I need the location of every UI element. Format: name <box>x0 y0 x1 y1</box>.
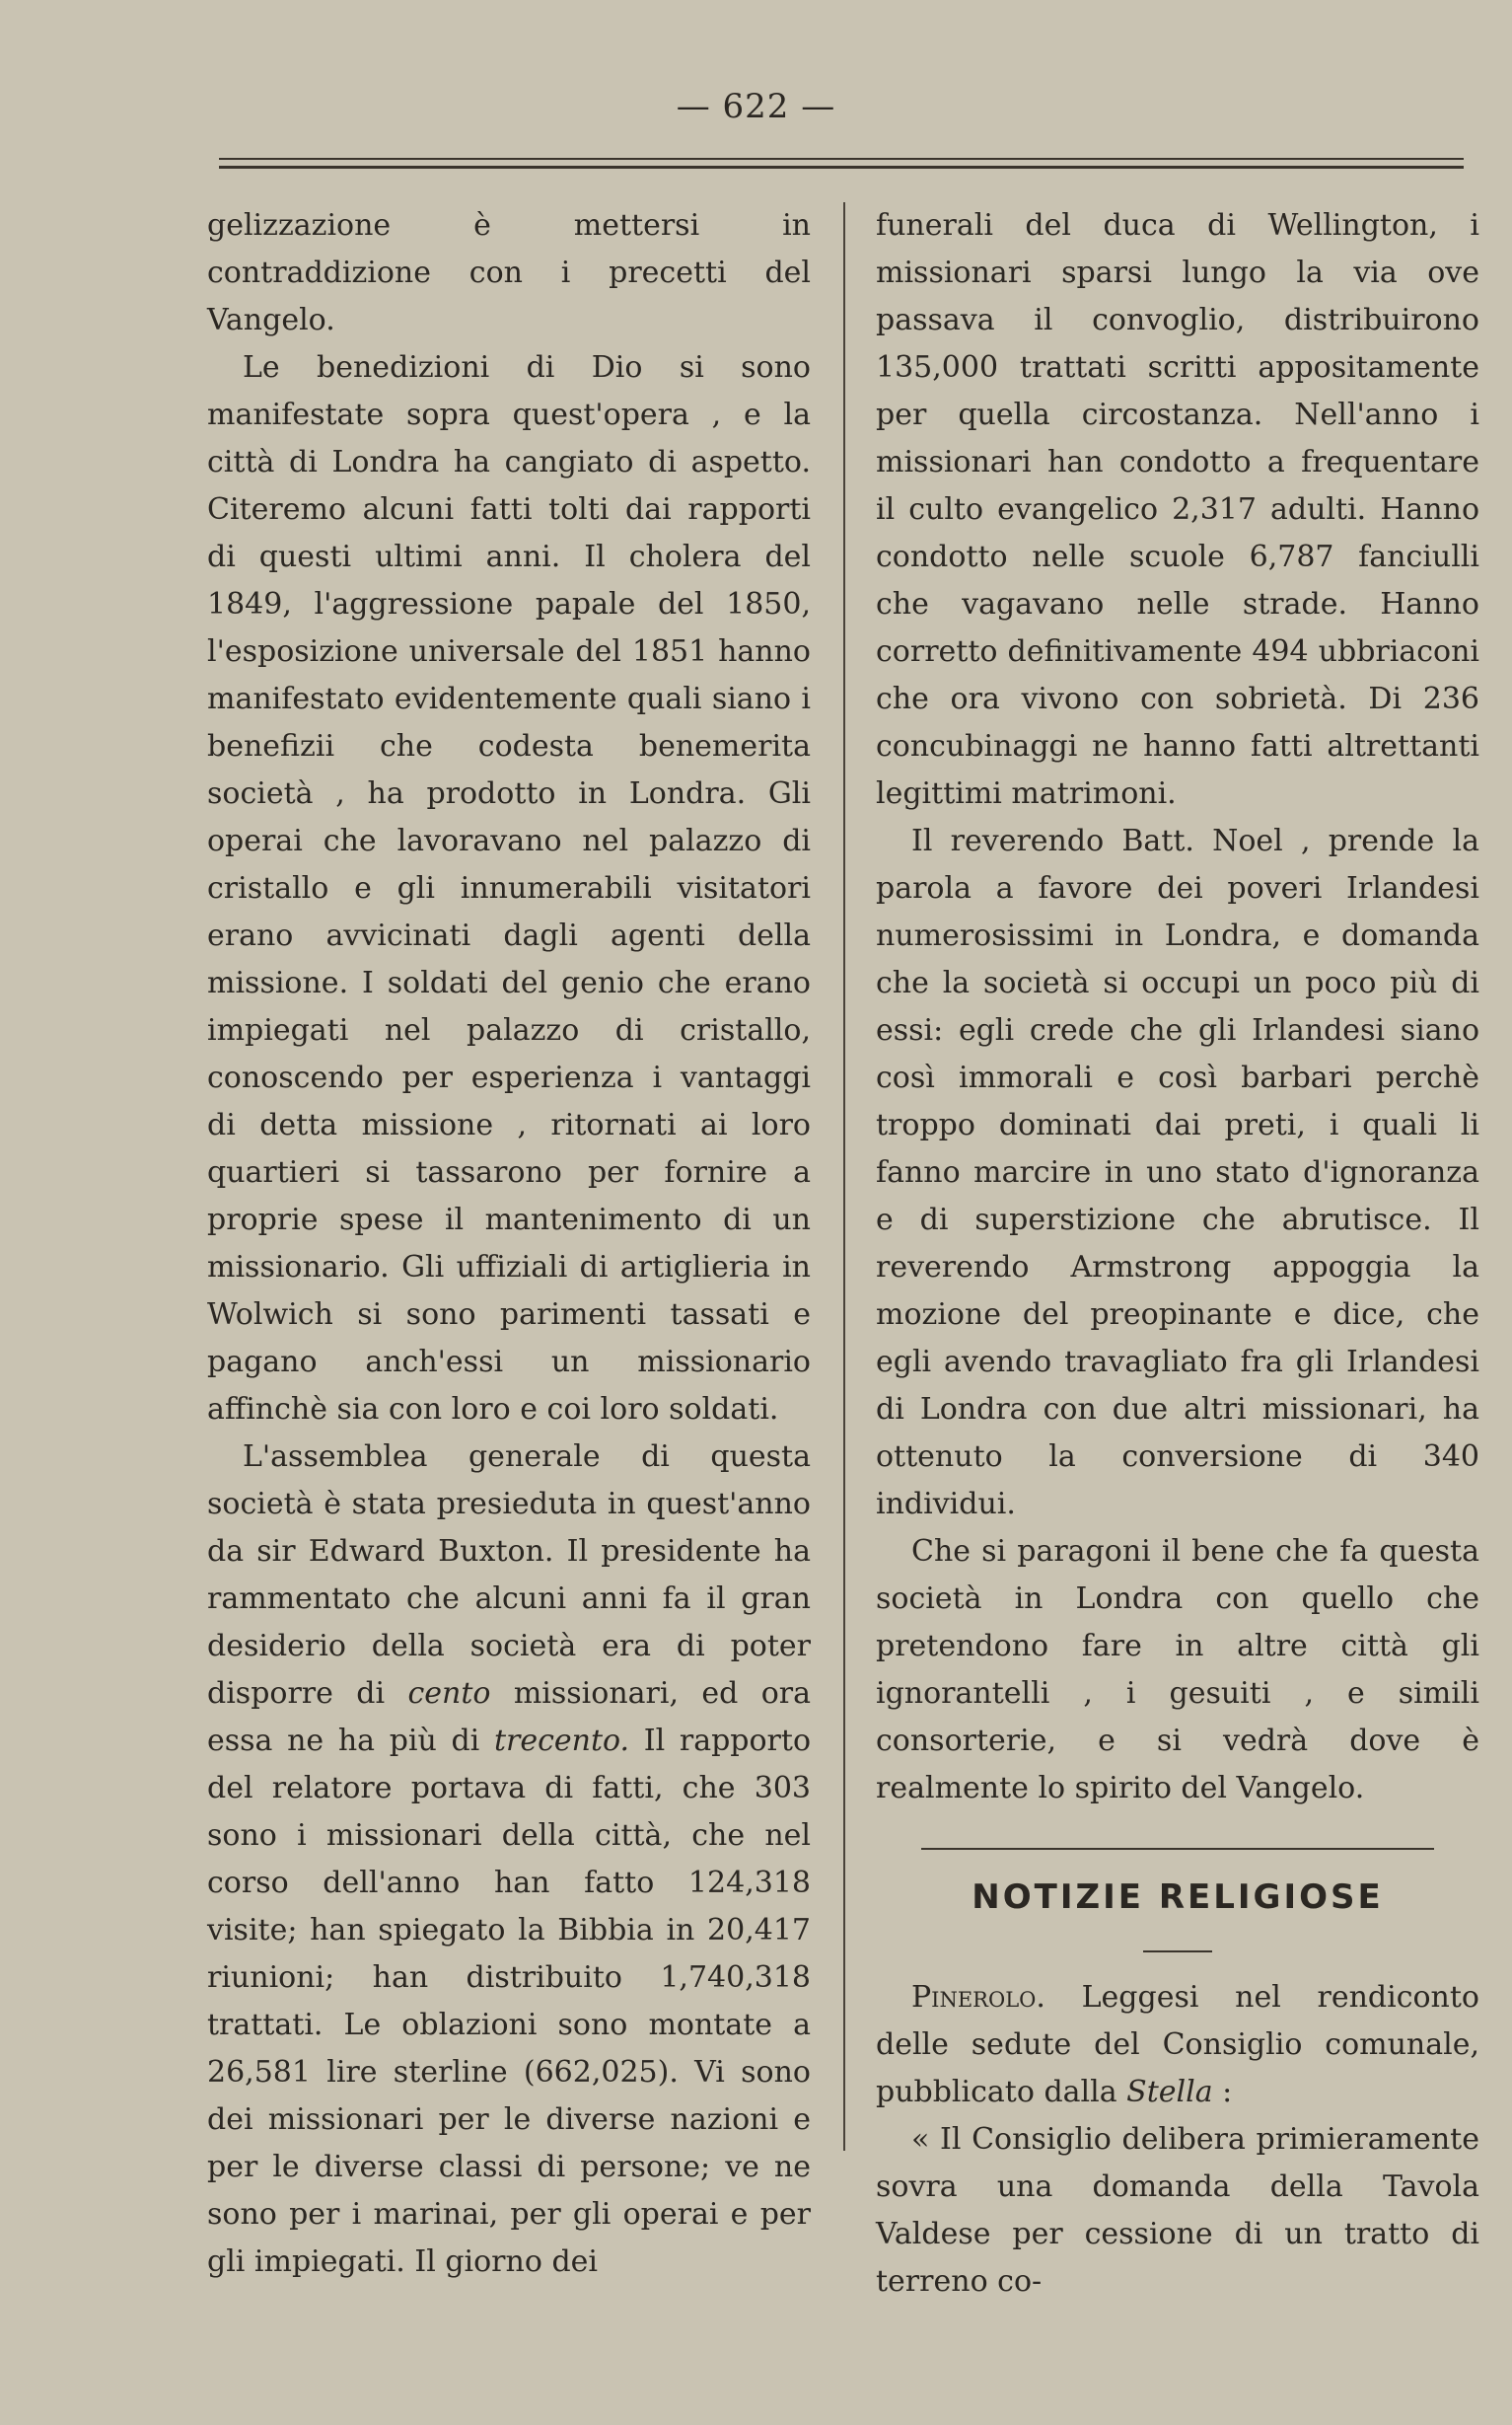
news-place: Pinerolo. <box>911 1980 1045 2015</box>
section-rule <box>921 1848 1434 1850</box>
paragraph: Il reverendo Batt. Noel , prende la parola a favore dei poveri Irlandesi numerosissimi in Londra, e domanda che la società si occupi un poco più di essi: egli crede che gli Irlandesi siano così immorali e così barbari perchè troppo dominati dai preti, i quali li fanno marcire in uno stato d'ignoranza e di superstizione che abrutisce. Il reverendo Armstrong appoggia la mozione del preopinante e dice, che egli avendo travagliato fra gli Irlandesi di Londra con due altri missionari, ha ottenuto la conversione di 340 individui. <box>876 824 1479 1521</box>
paragraph-text: L'assemblea generale di questa società è stata presieduta in quest'anno da sir Edward Buxton. Il presidente ha rammentato che alcuni anni fa il gran desiderio della società era di poter disporre di <box>207 1439 811 1711</box>
emphasis-text: trecento. <box>493 1724 630 1758</box>
paragraph-text: : <box>1212 2075 1233 2109</box>
paragraph: Che si paragoni il bene che fa questa società in Londra con quello che pretendono fare in altre città gli ignorantelli , i gesuiti , e simili consorterie, e si vedrà dove è realmente lo spirito del Vangelo. <box>876 1534 1479 1805</box>
header-rule <box>219 158 1464 169</box>
paragraph-text: Il rapporto del relatore portava di fatti, che 303 sono i missionari della città, che nel corso dell'anno han fatto 124,318 visite; han spiegato la Bibbia in 20,417 riunioni; han distribuito 1,740,318 trattati. Le oblazioni sono montate a 26,581 lire sterline (662,025). Vi sono dei missionari per le diverse nazioni e per le diverse classi di persone; ve ne sono per i marinai, per gli operai e per gli impiegati. Il giorno dei <box>207 1724 812 2279</box>
column-divider <box>843 202 845 2151</box>
paragraph-text: Leggesi nel rendiconto delle sedute del Consiglio comunale, pubblicato dalla <box>876 1980 1479 2109</box>
paragraph: gelizzazione è mettersi in contraddizione con i precetti del Vangelo. <box>207 208 811 337</box>
paragraph-text: missionari, ed ora essa ne ha più di <box>207 1676 811 1758</box>
news-source: Stella <box>1126 2075 1213 2109</box>
paragraph: funerali del duca di Wellington, i missionari sparsi lungo la via ove passava il convoglio, distribuirono 135,000 trattati scritti appositamente per quella circostanza. Nell'anno i missionari han condotto a frequentare il culto evangelico 2,317 adulti. Hanno condotto nelle scuole 6,787 fanciulli che vagavano nelle strade. Hanno corretto definitivamente 494 ubbriaconi che ora vivono con sobrietà. Di 236 concubinaggi ne hanno fatti altrettanti legittimi matrimoni. <box>876 208 1479 811</box>
right-column <box>876 202 1479 2306</box>
paragraph <box>207 1433 811 2286</box>
news-quote: « Il Consiglio delibera primieramente sovra una domanda della Tavola Valdese per cessione di un tratto di terreno co- <box>876 2122 1479 2299</box>
emphasis-text: cento <box>407 1676 491 1711</box>
news-paragraph <box>876 1974 1479 2116</box>
paragraph: Le benedizioni di Dio si sono manifestate sopra quest'opera , e la città di Londra ha cangiato di aspetto. Citeremo alcuni fatti tolti dai rapporti di questi ultimi anni. Il cholera del 1849, l'aggressione papale del 1850, l'esposizione universale del 1851 hanno manifestato evidentemente quali siano i benefizii che codesta benemerita società , ha prodotto in Londra. Gli operai che lavoravano nel palazzo di cristallo e gli innumerabili visitatori erano avvicinati dagli agenti della missione. I soldati del genio che erano impiegati nel palazzo di cristallo, conoscendo per esperienza i vantaggi di detta missione , ritornati ai loro quartieri si tassarono per fornire a proprie spese il mantenimento di un missionario. Gli uffiziali di artiglieria in Wolwich si sono parimenti tassati e pagano anch'essi un missionario affinchè sia con loro e coi loro soldati. <box>207 350 811 1427</box>
page-number: — 622 — <box>676 87 836 126</box>
section-title: NOTIZIE RELIGIOSE <box>972 1877 1384 1917</box>
left-column <box>207 202 811 2286</box>
section-short-rule <box>1143 1950 1212 1952</box>
